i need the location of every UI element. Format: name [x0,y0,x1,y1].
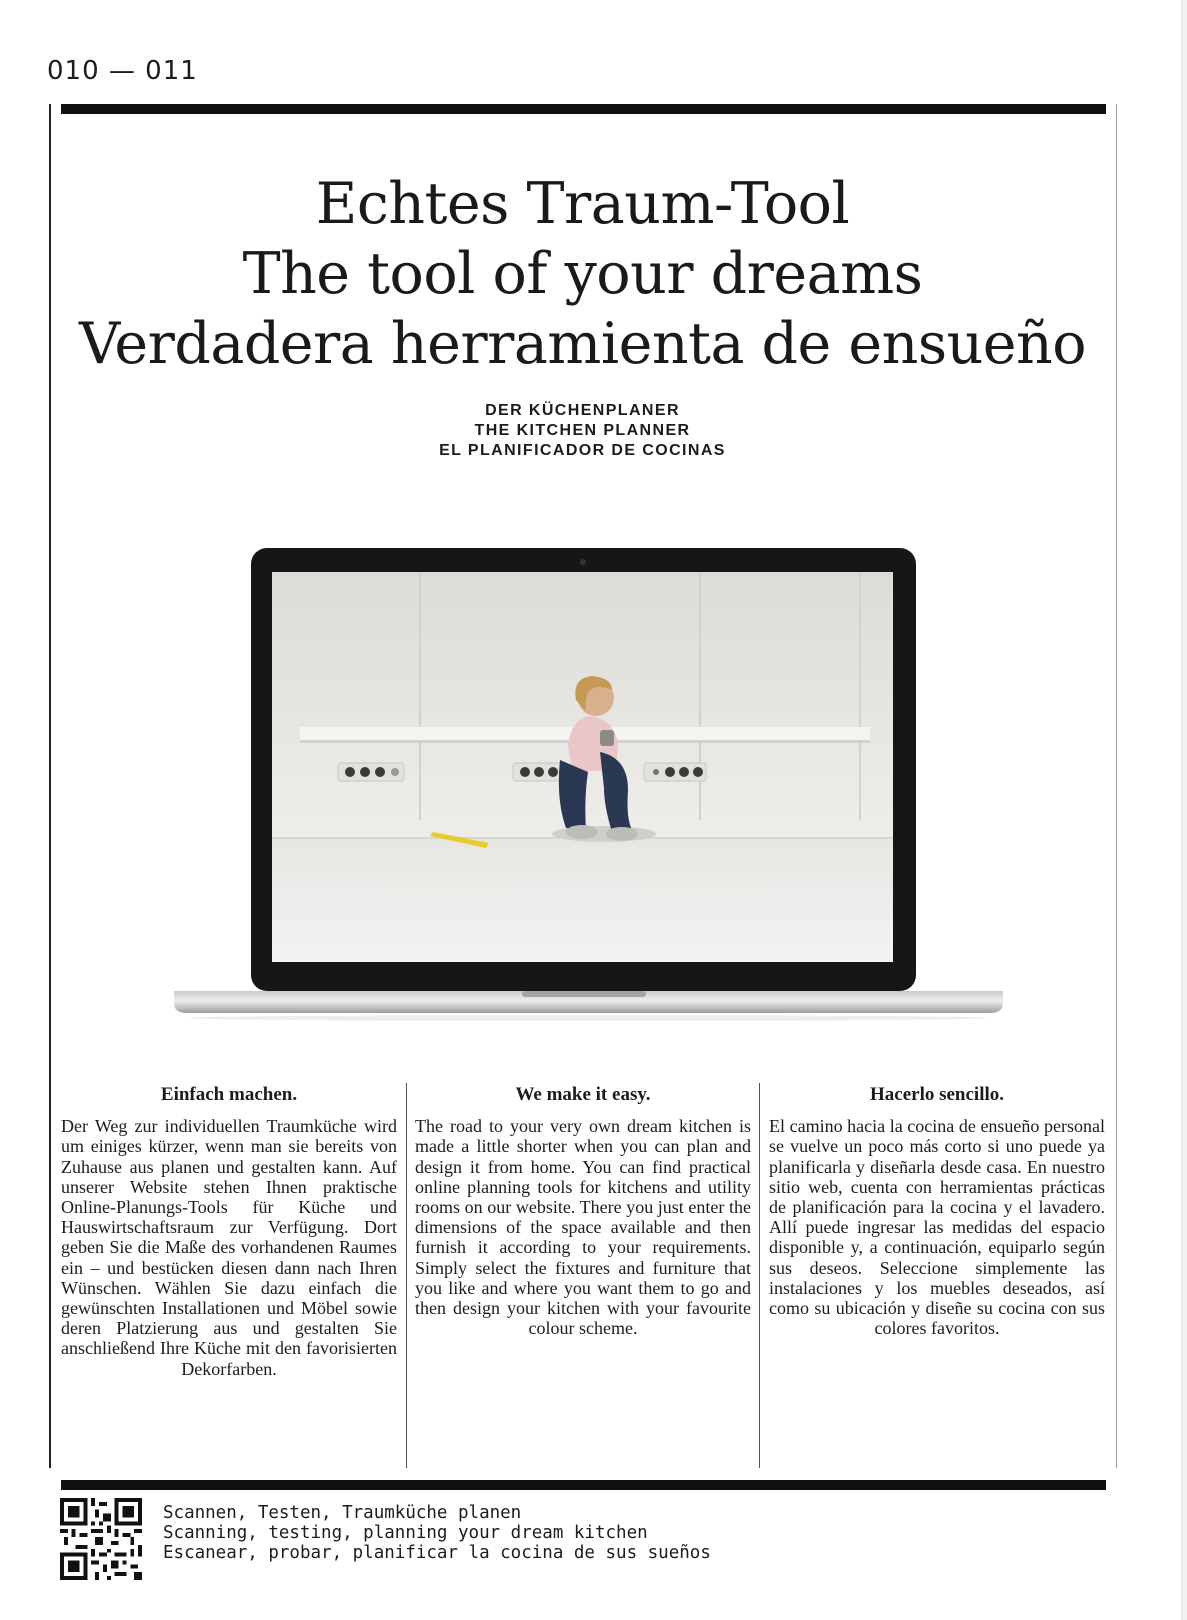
column-divider-1 [406,1083,407,1468]
subheading-spanish: EL PLANIFICADOR DE COCINAS [439,442,726,459]
qr-code-icon[interactable] [60,1498,142,1580]
headline-german: Echtes Traum-Tool [315,171,850,237]
footer-text [163,1503,711,1563]
headline-spanish: Verdadera herramienta de ensueño [78,311,1087,377]
subheading-german: DER KÜCHENPLANER [485,402,680,419]
footer-line-german: Scannen, Testen, Traumküche planen [163,1503,522,1523]
column-body: Der Weg zur individuellen Traumküche wird um einiges kürzer, wenn man sie bereits von Zuhause aus planen und gestalten kann. Auf unserer Website stehen Ihnen praktische Online-Planungs-Tools für Küche und Hauswirtschaftsraum zur Verfügung. Dort geben Sie die Maße des vorhandenen Raumes ein – und bestücken diesen dann nach Ihren Wünschen. Wählen Sie dazu einfach die gewünschten Installationen und Möbel sowie deren Platzierung aus und gestalten Sie anschließend Ihre Küche mit den favorisierten Dekorfarben. [61,1116,397,1379]
subheading-english: THE KITCHEN PLANNER [474,422,691,439]
column-title: We make it easy. [515,1084,651,1105]
column-divider-2 [759,1083,760,1468]
footer-line-spanish: Escanear, probar, planificar la cocina de sus sueños [163,1543,711,1563]
column-german [61,1085,397,1379]
column-english [415,1085,751,1338]
column-title: Einfach machen. [160,1084,298,1105]
bottom-bar [61,1480,1106,1490]
page-numbers: 010 — 011 [47,56,198,86]
column-spanish [769,1085,1105,1338]
column-body: El camino hacia la cocina de ensueño personal se vuelve un poco más corto si uno puede ya planificarla y diseñarla desde casa. En nuestro sitio web, cuenta con herramientas prácticas de planificación para la cocina y el lavadero. Allí puede ingresar las medidas del espacio disponible y, a continuación, equiparlo según sus deseos. Seleccione simplemente las instalaciones y los muebles deseados, así como su ubicación y diseñe su cocina con sus colores favoritos. [769,1116,1105,1339]
column-title: Hacerlo sencillo. [869,1084,1005,1105]
headline-english: The tool of your dreams [242,241,923,307]
column-body: The road to your very own dream kitchen is made a little shorter when you can plan and design it from home. You can find practical online planning tools for kitchens and utility rooms on our website. There you just enter the dimensions of the space available and then furnish it according to your requirements. Simply select the fixtures and furniture that you like and where you want them to go and then design your kitchen with your favourite colour scheme. [415,1116,751,1339]
footer-line-english: Scanning, testing, planning your dream kitchen [163,1523,648,1543]
